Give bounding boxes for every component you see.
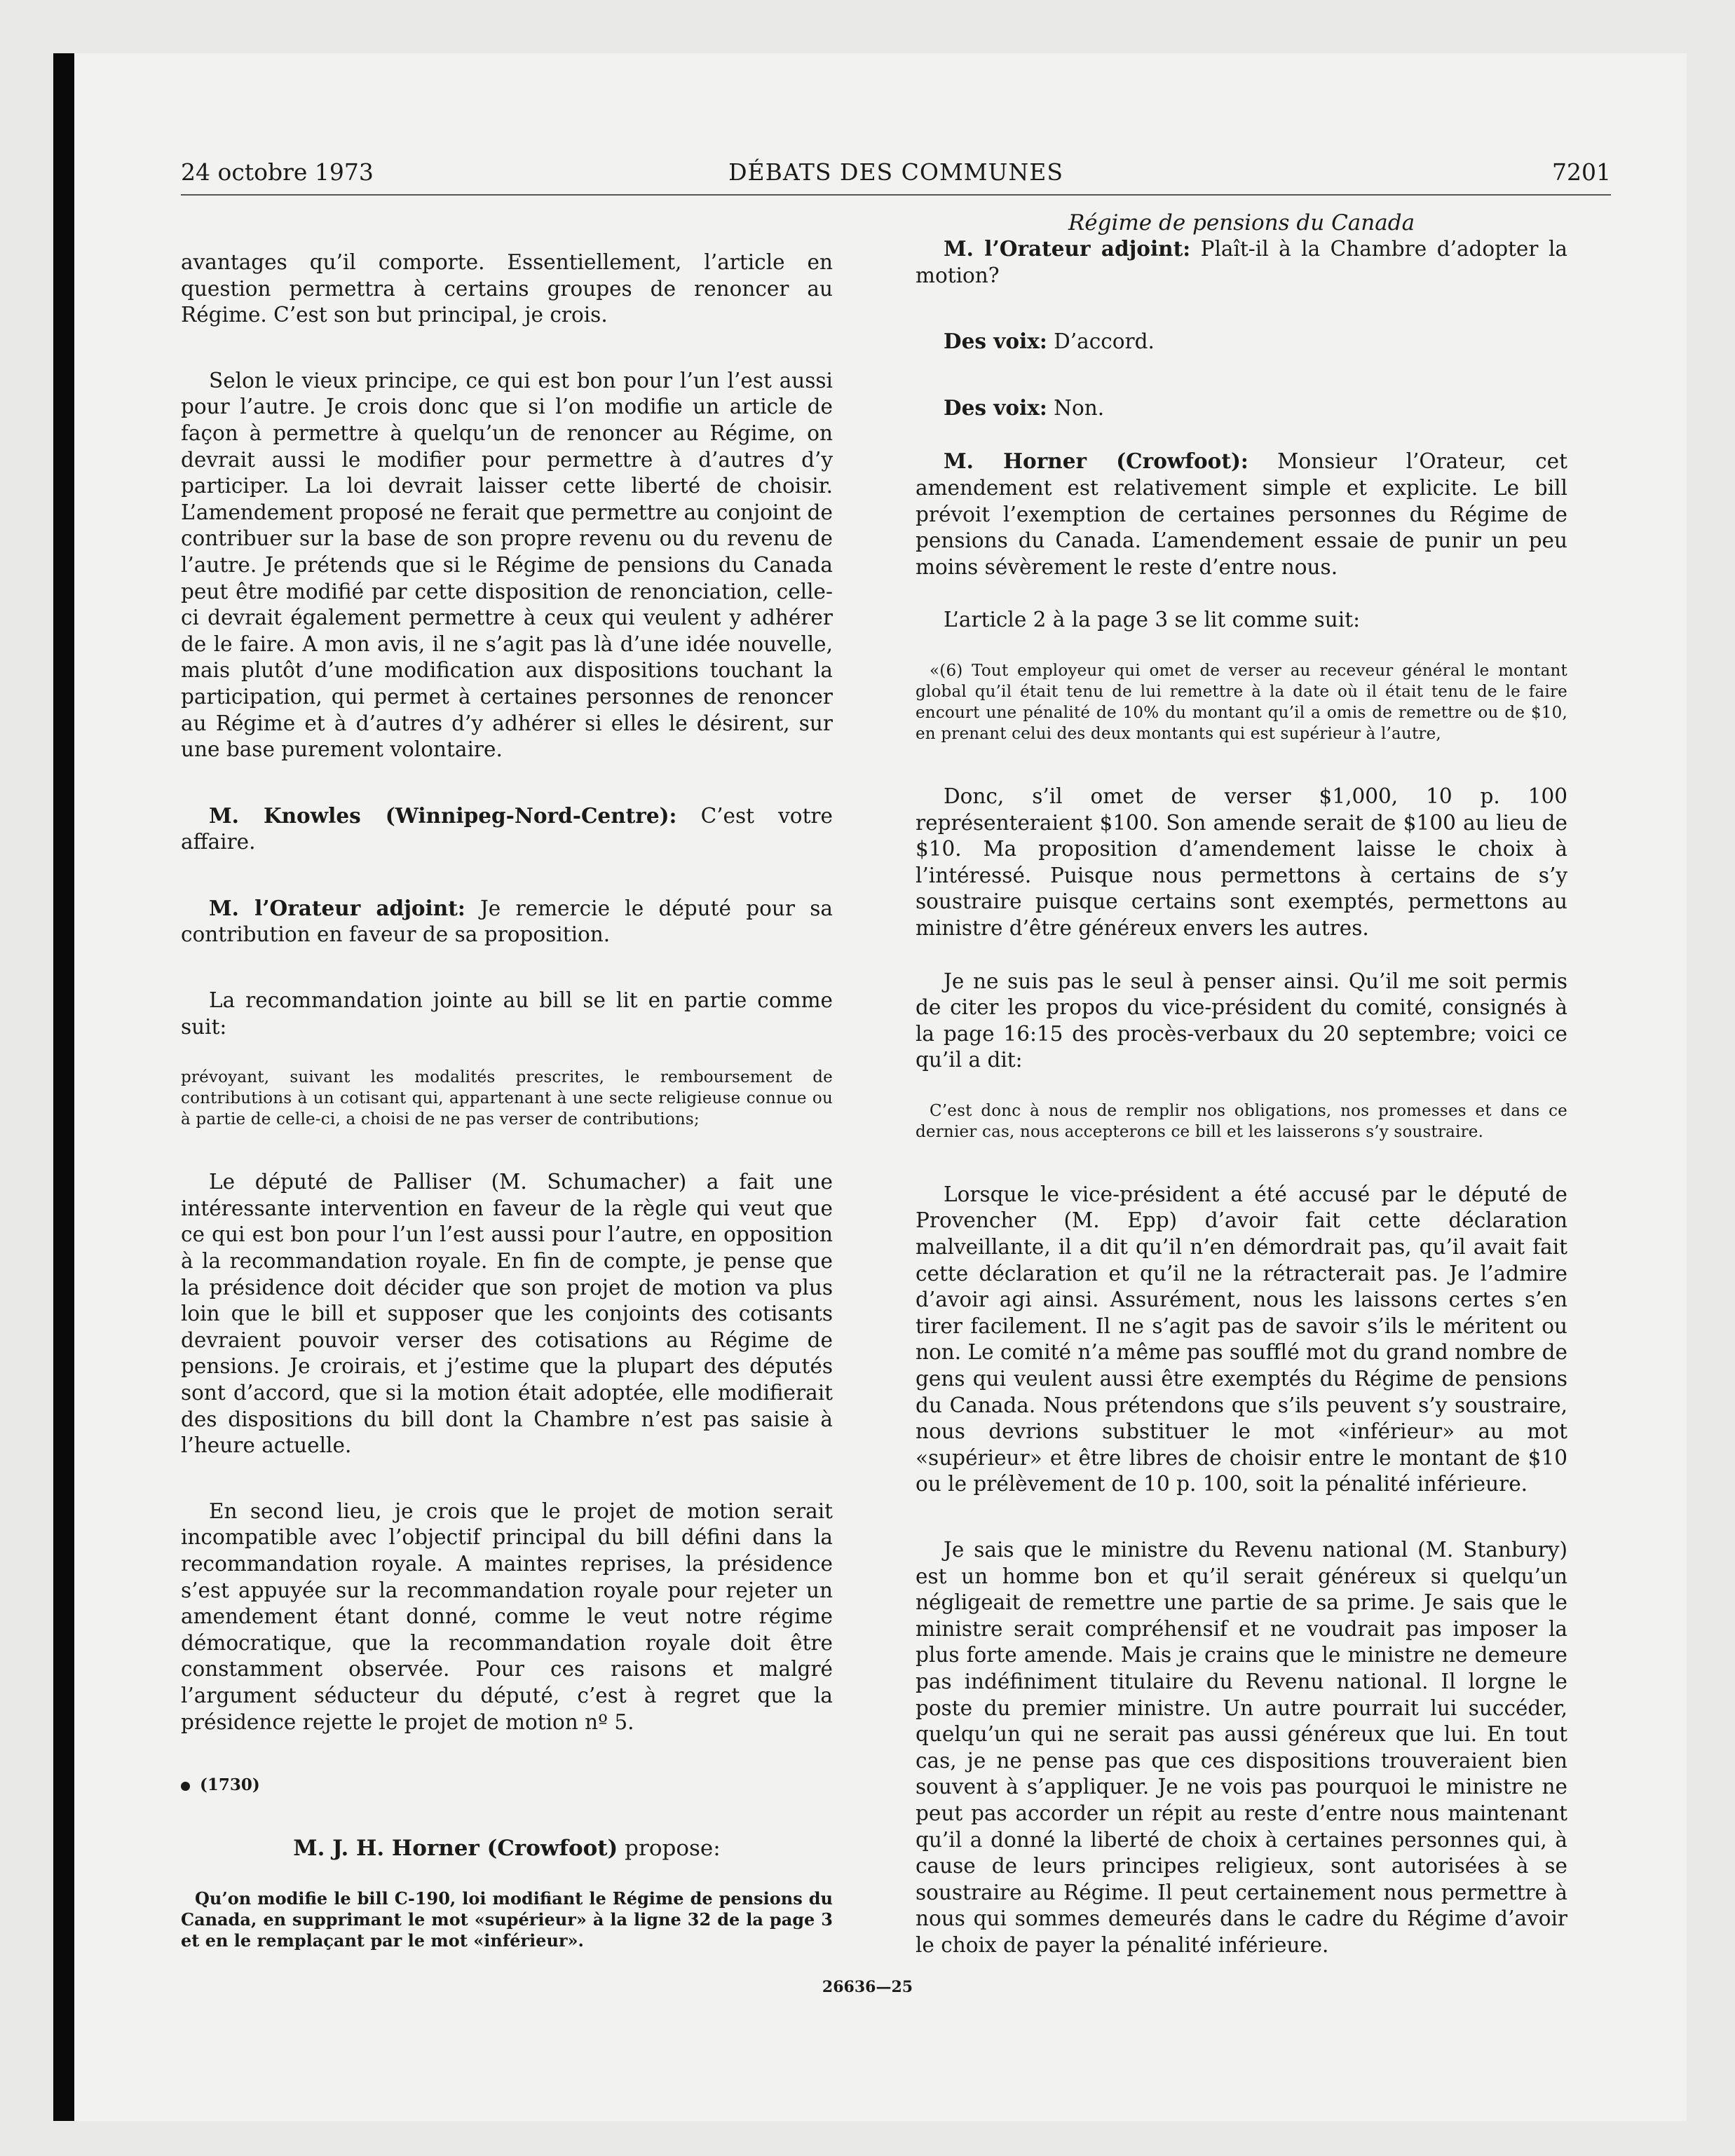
speaker-name: Des voix: [944, 395, 1047, 420]
paragraph: La recommandation jointe au bill se lit en partie comme suit: [181, 988, 833, 1039]
speech [916, 236, 1567, 289]
header-rule [181, 194, 1611, 196]
motion-verb: propose: [625, 1836, 721, 1862]
paragraph: Le député de Palliser (M. Schumacher) a fait une intéressante intervention en faveur de la règle qui veut que ce qui est bon pour l’un l’est aussi pour l’autre, en opposition à la recommandation royale. En fin de compte, je pense que la présidence doit décider que son projet de motion va plus loin que le bill et supposer que les conjoints des cotisants devraient pouvoir verser des cotisations au Régime de pensions. Je croirais, et j’estime que la plupart des députés sont d’accord, que si la motion était adoptée, elle modifierait des dispositions du bill dont la Chambre n’est pas saisie à l’heure actuelle. [181, 1170, 833, 1458]
time-marker [181, 1775, 833, 1796]
time-text: (1730) [200, 1775, 260, 1795]
motion-text: Qu’on modifie le bill C-190, loi modifiant le Régime de pensions du Canada, en supprimant le mot «supérieur» à la ligne 32 de la page 3 et en le remplaçant par le mot «inférieur». [181, 1888, 833, 1951]
bullet-icon [181, 1782, 190, 1791]
speech [916, 395, 1567, 422]
speech-text: D’accord. [1054, 329, 1155, 354]
block-quote: «(6) Tout employeur qui omet de verser au receveur général le montant global qu’il était tenu de lui remettre à la date où il était tenu de le faire encourt une pénalité de 10% du montant qu’il a omis de remettre ou de $10, en prenant celui des deux montants qui est supérieur à l’autre, [916, 661, 1567, 743]
block-quote: prévoyant, suivant les modalités prescrites, le remboursement de contributions à un cotisant qui, appartenant à une secte religieuse connue ou à partie de celle-ci, a choisi de ne pas verser de contributions; [181, 1068, 833, 1129]
paragraph: avantages qu’il comporte. Essentiellement, l’article en question permettra à certains groupes de renoncer au Régime. C’est son but principal, je crois. [181, 250, 833, 327]
paragraph: Je sais que le ministre du Revenu national (M. Stanbury) est un homme bon et qu’il serait généreux si quelqu’un négligeait de remettre une partie de sa prime. Je sais que le ministre serait compréhensif et ne voudrait pas imposer la plus forte amende. Mais je crains que le ministre ne demeure pas indéfiniment titulaire du Revenu national. Il lorgne le poste du premier ministre. Un autre pourrait lui succéder, quelqu’un qui ne serait pas aussi généreux que lui. En tout cas, je ne pense pas que ces dispositions trouveraient bien souvent à s’appliquer. Je ne vois pas pourquoi le ministre ne peut pas accorder un répit au reste d’entre nous maintenant qu’il a donné la liberté de choix à certaines personnes qui, à cause de leurs principes religieux, sont autorisées à se soustraire au Régime. Il peut certainement nous permettre à nous qui sommes demeurés dans le cadre du Régime d’avoir le choix de payer la pénalité inférieure. [916, 1538, 1567, 1957]
paragraph: En second lieu, je crois que le projet de motion serait incompatible avec l’objectif principal du bill défini dans la recommandation royale. A maintes reprises, la présidence s’est appuyée sur la recommandation royale pour rejeter un amendement étant donné, comme le veut notre régime démocratique, que la recommandation royale doit être constamment observée. Pour ces raisons et malgré l’argument séducteur du député, c’est à regret que la présidence rejette le projet de motion nº 5. [181, 1499, 833, 1734]
footer-signature: 26636—25 [822, 1978, 913, 1996]
header-page-number: 7201 [1552, 158, 1611, 186]
speech [181, 803, 833, 856]
header-date: 24 octobre 1973 [181, 158, 374, 186]
speech [181, 895, 833, 948]
speaker-name: M. l’Orateur adjoint: [209, 895, 465, 920]
speaker-name: M. J. H. Horner (Crowfoot) [293, 1836, 618, 1862]
paragraph: Lorsque le vice-président a été accusé par le député de Provencher (M. Epp) d’avoir fait cette déclaration malveillante, il a dit qu’il n’en démordrait pas, qu’il avait fait cette déclaration et qu’il ne la rétracterait pas. Je l’admire d’avoir agi ainsi. Assurément, nous les laissons certes s’en tirer facilement. Il ne s’agit pas de savoir s’ils le méritent ou non. Le comité n’a même pas soufflé mot du grand nombre de gens qui veulent aussi être exemptés du Régime de pensions du Canada. Nous prétendons que s’ils peuvent s’y soustraire, nous devrions substituer le mot «inférieur» au mot «supérieur» et être libres de choisir entre le montant de $10 ou le prélèvement de 10 p. 100, soit la pénalité inférieure. [916, 1182, 1567, 1496]
page-header [181, 158, 1611, 193]
header-title: DÉBATS DES COMMUNES [728, 158, 1063, 186]
motion-heading [181, 1835, 833, 1862]
speech [916, 448, 1567, 580]
block-quote: C’est donc à nous de remplir nos obligations, nos promesses et dans ce dernier cas, nous accepterons ce bill et les laisserons s’y soustraire. [916, 1101, 1567, 1141]
speech-text: Non. [1054, 395, 1105, 420]
speaker-name: M. l’Orateur adjoint: [944, 236, 1191, 261]
paragraph: Je ne suis pas le seul à penser ainsi. Qu’il me soit permis de citer les propos du vice-président du comité, consignés à la page 16:15 des procès-verbaux du 20 septembre; voici ce qu’il a dit: [916, 969, 1567, 1072]
paragraph: Selon le vieux principe, ce qui est bon pour l’un l’est aussi pour l’autre. Je crois donc que si l’on modifie un article de façon à permettre à quelqu’un de renoncer au Régime, on devrait aussi le modifier pour permettre à d’autres d’y participer. La loi devrait laisser cette liberté de choisir. L’amendement proposé ne ferait que permettre au conjoint de contribuer sur la base de son propre revenu ou du revenu de l’autre. Je prétends que si le Régime de pensions du Canada peut être modifié par cette disposition de renonciation, celle-ci devrait également permettre à ceux qui veulent y adhérer de le faire. A mon avis, il ne s’agit pas là d’une idée nouvelle, mais plutôt d’une modification aux dispositions touchant la participation, qui permet à certaines personnes de renoncer au Régime et à d’autres d’y adhérer si elles le désirent, sur une base purement volontaire. [181, 368, 833, 762]
speech-text: C’est votre affaire. [181, 803, 833, 854]
speech-text: Plaît-il à la Chambre d’adopter la motion? [916, 237, 1567, 287]
scan-edge [53, 53, 74, 2121]
speaker-name: Des voix: [944, 329, 1047, 354]
speech-text: Monsieur l’Orateur, cet amendement est relativement simple et explicite. Le bill prévoit l’exemption de certaines personnes du Régime de pensions du Canada. L’amendement essaie de punir un peu moins sévèrement le reste d’entre nous. [916, 449, 1567, 579]
speaker-name: M. Horner (Crowfoot): [944, 449, 1248, 474]
speaker-name: M. Knowles (Winnipeg-Nord-Centre): [209, 803, 677, 828]
running-title: Régime de pensions du Canada [1068, 210, 1415, 236]
paragraph: L’article 2 à la page 3 se lit comme suit: [944, 608, 1361, 632]
paragraph: Donc, s’il omet de verser $1,000, 10 p. 100 représenteraient $100. Son amende serait de $100 au lieu de $10. Ma proposition d’amendement laisse le choix à l’intéressé. Puisque nous permettons à certains de s’y soustraire puisque certains sont exemptés, permettons au ministre d’être généreux envers les autres. [916, 784, 1567, 940]
speech [916, 328, 1567, 355]
speech-text: Je remercie le député pour sa contribution en faveur de sa proposition. [181, 896, 833, 947]
right-column [916, 210, 1567, 1959]
left-column [181, 250, 833, 1951]
